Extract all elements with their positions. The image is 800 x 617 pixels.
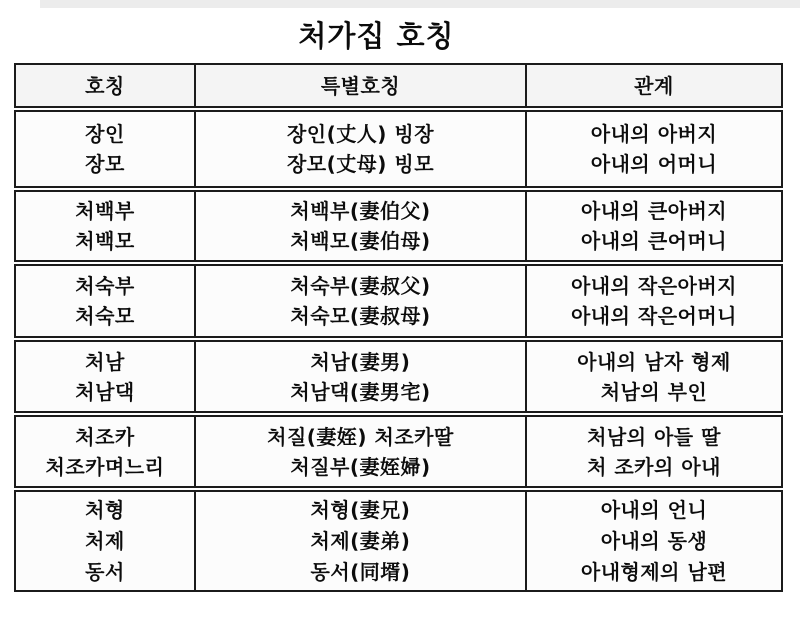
cell-line: 처 조카의 아내 bbox=[587, 454, 721, 479]
table-row-group bbox=[14, 340, 783, 413]
table-cell bbox=[527, 192, 781, 260]
table-cell bbox=[527, 266, 781, 336]
table-cell bbox=[196, 342, 527, 411]
table-cell bbox=[196, 492, 527, 590]
table-cell bbox=[16, 492, 196, 590]
table-cell bbox=[196, 112, 527, 186]
cell-line: 처남댁 bbox=[75, 379, 135, 404]
table-cell bbox=[196, 417, 527, 486]
table-cell bbox=[16, 266, 196, 336]
cell-line: 장모 bbox=[85, 152, 125, 176]
cell-line: 아내의 큰어머니 bbox=[580, 229, 728, 253]
cell-line: 아내의 어머니 bbox=[590, 152, 718, 176]
cell-line: 아내의 작은아버지 bbox=[570, 274, 738, 298]
cell-line: 처백모(妻伯母) bbox=[290, 229, 431, 253]
cell-line: 처숙부(妻叔父) bbox=[290, 274, 431, 298]
cell-line: 처백모 bbox=[75, 229, 135, 253]
cell-line: 처백부 bbox=[75, 199, 135, 223]
kinship-table bbox=[14, 63, 783, 592]
cell-line: 처제(妻弟) bbox=[310, 528, 411, 553]
cell-line: 장인(丈人) 빙장 bbox=[286, 122, 435, 146]
cell-line: 처남의 부인 bbox=[600, 379, 708, 404]
table-cell bbox=[16, 112, 196, 186]
cell-line: 처숙부 bbox=[75, 274, 135, 298]
table-header-cell: 특별호칭 bbox=[196, 65, 527, 106]
table-header-cell: 호칭 bbox=[16, 65, 196, 106]
cell-line: 처남의 아들 딸 bbox=[587, 424, 721, 449]
cell-line: 처숙모(妻叔母) bbox=[290, 304, 431, 328]
cell-line: 아내의 작은어머니 bbox=[570, 304, 738, 328]
cell-line: 동서 bbox=[85, 559, 125, 584]
cell-line: 처형 bbox=[85, 497, 125, 522]
cell-line: 처남(妻男) bbox=[310, 349, 411, 374]
cell-line: 처질부(妻姪婦) bbox=[290, 454, 431, 479]
table-row-group bbox=[14, 490, 783, 592]
table-row-group bbox=[14, 264, 783, 338]
table-header-cell: 관계 bbox=[634, 73, 674, 98]
cell-line: 처백부(妻伯父) bbox=[290, 199, 431, 223]
cell-line: 아내의 남자 형제 bbox=[577, 349, 731, 374]
cell-line: 처조카며느리 bbox=[45, 454, 165, 479]
table-cell bbox=[196, 266, 527, 336]
table-cell bbox=[527, 112, 781, 186]
cell-line: 장모(丈母) 빙모 bbox=[286, 152, 435, 176]
page-title: 처가집 호칭 bbox=[298, 19, 455, 53]
cell-line: 아내의 아버지 bbox=[590, 122, 718, 146]
table-cell bbox=[527, 417, 781, 486]
cell-line: 처남댁(妻男宅) bbox=[290, 379, 431, 404]
cell-line: 장인 bbox=[85, 122, 125, 146]
table-row-group bbox=[14, 110, 783, 188]
table-cell bbox=[16, 342, 196, 411]
table-cell bbox=[196, 192, 527, 260]
cell-line: 처제 bbox=[85, 528, 125, 553]
table-row-group bbox=[14, 415, 783, 488]
cell-line: 아내형제의 남편 bbox=[580, 559, 728, 584]
cell-line: 처조카 bbox=[75, 424, 135, 449]
top-gray-bar bbox=[40, 0, 800, 8]
cell-line: 처형(妻兄) bbox=[310, 497, 411, 522]
cell-line: 아내의 언니 bbox=[600, 497, 708, 522]
cell-line: 아내의 동생 bbox=[600, 528, 708, 553]
cell-line: 동서(同壻) bbox=[310, 559, 411, 584]
table-cell bbox=[16, 417, 196, 486]
cell-line: 처질(妻姪) 처조카딸 bbox=[267, 424, 454, 449]
cell-line: 아내의 큰아버지 bbox=[580, 199, 728, 223]
cell-line: 처남 bbox=[85, 349, 125, 374]
table-cell bbox=[527, 492, 781, 590]
cell-line: 처숙모 bbox=[75, 304, 135, 328]
table-cell bbox=[16, 192, 196, 260]
table-row-group bbox=[14, 190, 783, 262]
table-header-row bbox=[14, 63, 783, 108]
table-cell bbox=[527, 342, 781, 411]
